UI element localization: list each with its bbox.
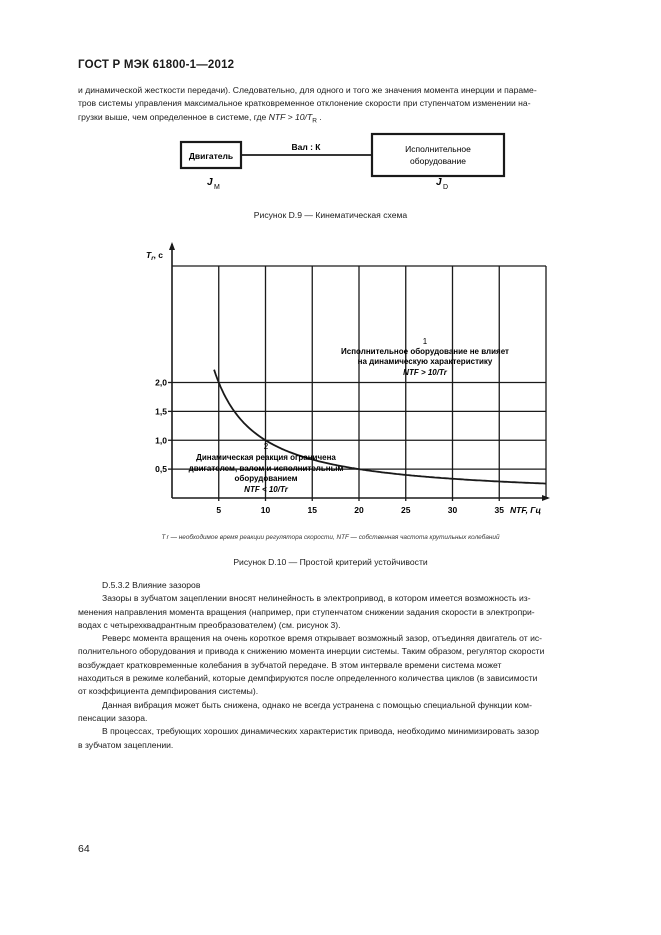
y-axis-label: $T_r$, c [146, 250, 163, 262]
motor-inertia-subscript: M [214, 184, 220, 191]
paragraph-line: возбуждает кратковременные колебания в зубчатой передаче. В этом интервале времени система может [78, 659, 502, 670]
paragraph-line: в зубчатом зацеплении. [78, 739, 174, 750]
stability-chart [0, 228, 661, 528]
paragraph-line: Данная вибрация может быть снижена, однако не всегда устранена с помощью специальной функции ком- [102, 699, 532, 710]
section-body [78, 579, 586, 752]
region-2-line1: Динамическая реакция ограничена [196, 453, 336, 462]
y-tick-label: 1,5 [155, 406, 167, 417]
intro-formula: NTF > 10/T [268, 111, 313, 122]
motor-inertia-symbol: J [207, 177, 213, 188]
paragraph-line: находиться в режиме колебаний, которые демпфируются после определенного количества циклов (в зависимости [78, 673, 538, 684]
shaft-label: Вал : К [291, 142, 321, 152]
x-tick-label: 25 [401, 505, 411, 515]
y-tick-label: 0,5 [155, 464, 167, 475]
intro-formula-sub: R [312, 117, 317, 125]
paragraph-line: от коэффициента демпфирования системы). [78, 686, 259, 697]
paragraph-line: водах с четырехквадрантным преобразователем) (см. рисунок 3). [78, 619, 341, 630]
equipment-inertia-symbol: J [436, 177, 442, 188]
region-2-line4: NTF < 10/Tr [244, 485, 288, 494]
region-1-line2: на динамическую характеристику [357, 357, 493, 366]
region-2-line3: оборудованием [234, 474, 298, 483]
x-tick-label: 15 [307, 505, 317, 515]
intro-line-end: . [319, 111, 322, 122]
paragraph-line: Реверс момента вращения на очень короткое время открывает возможный зазор, отъединяя двигатель от ис- [102, 633, 543, 644]
paragraph-line: полнительного оборудования и привода к снижению момента инерции системы. Таким образом, регулятор скорости [78, 646, 545, 657]
region-1-number: 1 [422, 337, 428, 346]
motor-label: Двигатель [188, 151, 234, 161]
y-axis-arrow [169, 242, 175, 250]
intro-line-text: грузки выше, чем определенное в системе, где [78, 111, 267, 122]
x-tick-label: 35 [494, 505, 504, 515]
figure-footnote: T r — необходимое время реакции регулятора скорости, NTF — собственная частота крутильных колебаний [161, 534, 500, 541]
paragraph-line: менения направления момента вращения (например, при ступенчатом снижении задания скорости в электропри- [78, 606, 535, 617]
paragraph-line: В процессах, требующих хороших динамических характеристик привода, необходимо минимизировать зазор [102, 726, 539, 737]
equipment-box [372, 134, 504, 176]
region-1-label [341, 337, 509, 377]
intro-paragraph [78, 84, 586, 128]
paragraph-line: Зазоры в зубчатом зацеплении вносят нелинейность в электропривод, в котором имеется возможность из- [102, 593, 531, 604]
equipment-inertia-subscript: D [443, 184, 449, 191]
equipment-label-line1: Исполнительное [405, 144, 471, 154]
x-tick-label: 5 [216, 505, 222, 515]
intro-line: тров системы управления максимальное кратковременное отклонение скорости при ступенчатом изменении на- [78, 98, 531, 109]
y-tick-label: 2,0 [155, 377, 167, 388]
kinematic-scheme-figure [0, 130, 661, 205]
x-tick-label: 10 [260, 505, 271, 515]
x-axis-label: NTF, Гц [510, 505, 542, 515]
x-tick-label: 30 [447, 505, 458, 515]
region-1-line1: Исполнительное оборудование не влияет [341, 347, 509, 356]
figure-d9-caption: Рисунок D.9 — Кинематическая схема [253, 210, 408, 220]
region-2-number: 2 [263, 442, 269, 451]
paragraph-line: пенсации зазора. [78, 712, 148, 723]
x-tick-label: 20 [354, 505, 364, 515]
region-2-label [189, 442, 344, 494]
page-number: 64 [78, 843, 90, 855]
y-tick-label: 1,0 [155, 435, 167, 446]
intro-line [78, 111, 586, 128]
region-1-line3: NTF > 10/Tr [403, 368, 447, 377]
figure-d10-caption: Рисунок D.10 — Простой критерий устойчивости [233, 557, 428, 567]
region-2-line2: двигателем, валом и исполнительным [188, 464, 344, 473]
section-heading: D.5.3.2 Влияние зазоров [102, 580, 201, 590]
intro-line: и динамической жесткости передачи). Следовательно, для одного и того же значения момента инерции и параме- [78, 85, 537, 95]
equipment-label-line2: оборудование [410, 156, 466, 166]
document-header: ГОСТ Р МЭК 61800-1—2012 [78, 59, 235, 71]
